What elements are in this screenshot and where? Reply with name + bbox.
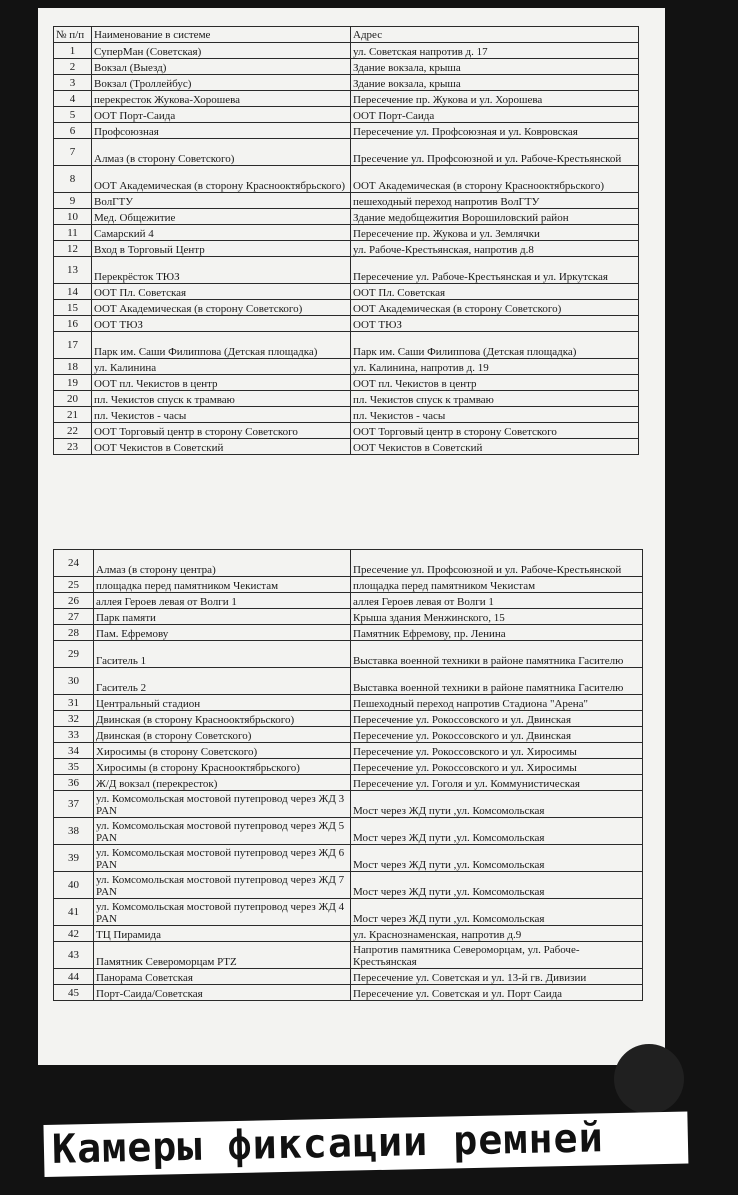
row-number: 40 xyxy=(54,872,94,899)
row-number: 20 xyxy=(54,391,92,407)
row-name: ТЦ Пирамида xyxy=(94,926,351,942)
table-row xyxy=(54,969,643,985)
row-name: площадка перед памятником Чекистам xyxy=(94,577,351,593)
row-number: 39 xyxy=(54,845,94,872)
story-corner-shape xyxy=(614,1044,684,1114)
row-address: Мост через ЖД пути ,ул. Комсомольская xyxy=(351,872,643,899)
table-row xyxy=(54,91,639,107)
table-row xyxy=(54,407,639,423)
row-number: 18 xyxy=(54,359,92,375)
row-address: Выставка военной техники в районе памятника Гасителю xyxy=(351,668,643,695)
table-row xyxy=(54,241,639,257)
row-address: пл. Чекистов спуск к трамваю xyxy=(351,391,639,407)
row-number: 42 xyxy=(54,926,94,942)
row-address: Здание вокзала, крыша xyxy=(351,59,639,75)
table-row xyxy=(54,942,643,969)
row-name: ООТ Порт-Саида xyxy=(92,107,351,123)
row-address: Мост через ЖД пути ,ул. Комсомольская xyxy=(351,899,643,926)
table-row xyxy=(54,727,643,743)
row-name: Гаситель 2 xyxy=(94,668,351,695)
caption-banner xyxy=(43,1112,688,1177)
table-row xyxy=(54,107,639,123)
table-row xyxy=(54,791,643,818)
row-number: 21 xyxy=(54,407,92,423)
row-name: пл. Чекистов - часы xyxy=(92,407,351,423)
row-name: ул. Калинина xyxy=(92,359,351,375)
row-name: Хиросимы (в сторону Краснооктябрьского) xyxy=(94,759,351,775)
table-row xyxy=(54,439,639,455)
row-address: Пересечение ул. Рокоссовского и ул. Двинская xyxy=(351,727,643,743)
table-row xyxy=(54,593,643,609)
row-number: 10 xyxy=(54,209,92,225)
row-address: ул. Советская напротив д. 17 xyxy=(351,43,639,59)
row-number: 26 xyxy=(54,593,94,609)
row-address: Парк им. Саши Филиппова (Детская площадка) xyxy=(351,332,639,359)
row-number: 14 xyxy=(54,284,92,300)
row-address: Здание медобщежития Ворошиловский район xyxy=(351,209,639,225)
row-name: ООТ Академическая (в сторону Краснооктябрьского) xyxy=(92,166,351,193)
row-name: Профсоюзная xyxy=(92,123,351,139)
table-row xyxy=(54,985,643,1001)
table-row xyxy=(54,550,643,577)
table-row xyxy=(54,845,643,872)
row-number: 45 xyxy=(54,985,94,1001)
row-address: ул. Калинина, напротив д. 19 xyxy=(351,359,639,375)
row-name: Гаситель 1 xyxy=(94,641,351,668)
camera-table-part-1 xyxy=(53,26,639,455)
row-name: Самарский 4 xyxy=(92,225,351,241)
row-number: 32 xyxy=(54,711,94,727)
row-address: Пересечение ул. Советская и ул. 13-й гв. Дивизии xyxy=(351,969,643,985)
row-number: 28 xyxy=(54,625,94,641)
row-address: ООТ Чекистов в Советский xyxy=(351,439,639,455)
row-name: Вокзал (Троллейбус) xyxy=(92,75,351,91)
row-number: 8 xyxy=(54,166,92,193)
table-row xyxy=(54,391,639,407)
row-address: ООТ Порт-Саида xyxy=(351,107,639,123)
row-address: Пешеходный переход напротив Стадиона "Арена" xyxy=(351,695,643,711)
table-row xyxy=(54,225,639,241)
row-name: ООТ Академическая (в сторону Советского) xyxy=(92,300,351,316)
row-address: Пересечение пр. Жукова и ул. Землячки xyxy=(351,225,639,241)
row-number: 7 xyxy=(54,139,92,166)
row-name: ООТ Чекистов в Советский xyxy=(92,439,351,455)
table-row xyxy=(54,872,643,899)
row-name: ул. Комсомольская мостовой путепровод через ЖД 3 PAN xyxy=(94,791,351,818)
row-address: Пересечение ул. Профсоюзная и ул. Ковровская xyxy=(351,123,639,139)
row-number: 44 xyxy=(54,969,94,985)
caption-text: Камеры фиксации ремней xyxy=(51,1115,605,1173)
row-number: 22 xyxy=(54,423,92,439)
row-address: ООТ пл. Чекистов в центр xyxy=(351,375,639,391)
row-address: ООТ Пл. Советская xyxy=(351,284,639,300)
row-address: площадка перед памятником Чекистам xyxy=(351,577,643,593)
row-number: 36 xyxy=(54,775,94,791)
table-row xyxy=(54,577,643,593)
row-name: Порт-Саида/Советская xyxy=(94,985,351,1001)
row-name: Мед. Общежитие xyxy=(92,209,351,225)
row-name: ООТ пл. Чекистов в центр xyxy=(92,375,351,391)
row-address: Мост через ЖД пути ,ул. Комсомольская xyxy=(351,818,643,845)
table-row xyxy=(54,641,643,668)
row-address: пешеходный переход напротив ВолГТУ xyxy=(351,193,639,209)
header-num: № п/п xyxy=(54,27,92,43)
row-address: Пересечение ул. Рабоче-Крестьянская и ул. Иркутская xyxy=(351,257,639,284)
table-row xyxy=(54,625,643,641)
row-name: ул. Комсомольская мостовой путепровод через ЖД 7 PAN xyxy=(94,872,351,899)
row-name: Парк памяти xyxy=(94,609,351,625)
row-number: 4 xyxy=(54,91,92,107)
row-name: ООТ ТЮЗ xyxy=(92,316,351,332)
row-address: Пересечение ул. Рокоссовского и ул. Хиросимы xyxy=(351,759,643,775)
table-row xyxy=(54,332,639,359)
row-name: СуперМан (Советская) xyxy=(92,43,351,59)
row-address: Крыша здания Менжинского, 15 xyxy=(351,609,643,625)
table-row xyxy=(54,818,643,845)
row-address: Здание вокзала, крыша xyxy=(351,75,639,91)
table-row xyxy=(54,775,643,791)
row-address: ул. Рабоче-Крестьянская, напротив д.8 xyxy=(351,241,639,257)
table-header-row xyxy=(54,27,639,43)
table-row xyxy=(54,75,639,91)
table-row xyxy=(54,926,643,942)
row-number: 27 xyxy=(54,609,94,625)
table-row xyxy=(54,139,639,166)
row-number: 34 xyxy=(54,743,94,759)
camera-table-part-2 xyxy=(53,549,643,1001)
table-row xyxy=(54,123,639,139)
table-row xyxy=(54,668,643,695)
table-row xyxy=(54,193,639,209)
row-number: 24 xyxy=(54,550,94,577)
row-number: 31 xyxy=(54,695,94,711)
row-address: ООТ Академическая (в сторону Советского) xyxy=(351,300,639,316)
row-address: Пересечение ул. Гоголя и ул. Коммунистическая xyxy=(351,775,643,791)
table-row xyxy=(54,209,639,225)
row-number: 25 xyxy=(54,577,94,593)
row-name: Перекрёсток ТЮЗ xyxy=(92,257,351,284)
row-number: 16 xyxy=(54,316,92,332)
row-name: Алмаз (в сторону Советского) xyxy=(92,139,351,166)
row-number: 43 xyxy=(54,942,94,969)
row-address: Пересечение ул. Советская и ул. Порт Саида xyxy=(351,985,643,1001)
row-number: 19 xyxy=(54,375,92,391)
row-number: 23 xyxy=(54,439,92,455)
table-row xyxy=(54,359,639,375)
row-number: 13 xyxy=(54,257,92,284)
row-name: Двинская (в сторону Советского) xyxy=(94,727,351,743)
row-number: 15 xyxy=(54,300,92,316)
row-name: Памятник Североморцам PTZ xyxy=(94,942,351,969)
row-number: 3 xyxy=(54,75,92,91)
table-row xyxy=(54,899,643,926)
row-address: ул. Краснознаменская, напротив д.9 xyxy=(351,926,643,942)
table-row xyxy=(54,695,643,711)
table-row xyxy=(54,375,639,391)
table-row xyxy=(54,257,639,284)
table-row xyxy=(54,743,643,759)
row-address: Пресечение ул. Профсоюзной и ул. Рабоче-Крестьянской xyxy=(351,139,639,166)
row-address: ООТ Академическая (в сторону Краснооктябрьского) xyxy=(351,166,639,193)
row-name: аллея Героев левая от Волги 1 xyxy=(94,593,351,609)
row-name: ул. Комсомольская мостовой путепровод через ЖД 5 PAN xyxy=(94,818,351,845)
table-row xyxy=(54,423,639,439)
row-address: Памятник Ефремову, пр. Ленина xyxy=(351,625,643,641)
table-row xyxy=(54,300,639,316)
row-name: Пам. Ефремову xyxy=(94,625,351,641)
row-number: 38 xyxy=(54,818,94,845)
table-row xyxy=(54,43,639,59)
row-name: Вход в Торговый Центр xyxy=(92,241,351,257)
row-number: 9 xyxy=(54,193,92,209)
row-number: 5 xyxy=(54,107,92,123)
row-number: 12 xyxy=(54,241,92,257)
row-name: Парк им. Саши Филиппова (Детская площадка) xyxy=(92,332,351,359)
row-name: ул. Комсомольская мостовой путепровод через ЖД 4 PAN xyxy=(94,899,351,926)
row-address: Пересечение пр. Жукова и ул. Хорошева xyxy=(351,91,639,107)
row-address: аллея Героев левая от Волги 1 xyxy=(351,593,643,609)
row-address: Мост через ЖД пути ,ул. Комсомольская xyxy=(351,791,643,818)
row-number: 17 xyxy=(54,332,92,359)
table-row xyxy=(54,166,639,193)
row-address: Напротив памятника Североморцам, ул. Рабоче-Крестьянская xyxy=(351,942,643,969)
table-row xyxy=(54,609,643,625)
table-row xyxy=(54,711,643,727)
row-name: Двинская (в сторону Краснооктябрьского) xyxy=(94,711,351,727)
row-name: Вокзал (Выезд) xyxy=(92,59,351,75)
row-number: 11 xyxy=(54,225,92,241)
row-address: ООТ Торговый центр в сторону Советского xyxy=(351,423,639,439)
row-address: Выставка военной техники в районе памятника Гасителю xyxy=(351,641,643,668)
row-number: 29 xyxy=(54,641,94,668)
row-name: ул. Комсомольская мостовой путепровод через ЖД 6 PAN xyxy=(94,845,351,872)
row-name: перекресток Жукова-Хорошева xyxy=(92,91,351,107)
row-address: ООТ ТЮЗ xyxy=(351,316,639,332)
row-address: Пресечение ул. Профсоюзной и ул. Рабоче-Крестьянской xyxy=(351,550,643,577)
row-name: Хиросимы (в сторону Советского) xyxy=(94,743,351,759)
row-name: Панорама Советская xyxy=(94,969,351,985)
row-name: ВолГТУ xyxy=(92,193,351,209)
row-name: пл. Чекистов спуск к трамваю xyxy=(92,391,351,407)
row-name: Ж/Д вокзал (перекресток) xyxy=(94,775,351,791)
row-address: пл. Чекистов - часы xyxy=(351,407,639,423)
table-row xyxy=(54,759,643,775)
row-name: Центральный стадион xyxy=(94,695,351,711)
header-address: Адрес xyxy=(351,27,639,43)
row-name: Алмаз (в сторону центра) xyxy=(94,550,351,577)
row-number: 1 xyxy=(54,43,92,59)
row-number: 41 xyxy=(54,899,94,926)
row-address: Мост через ЖД пути ,ул. Комсомольская xyxy=(351,845,643,872)
row-number: 37 xyxy=(54,791,94,818)
row-number: 35 xyxy=(54,759,94,775)
row-number: 6 xyxy=(54,123,92,139)
row-number: 33 xyxy=(54,727,94,743)
row-name: ООТ Торговый центр в сторону Советского xyxy=(92,423,351,439)
table-row xyxy=(54,59,639,75)
header-name: Наименование в системе xyxy=(92,27,351,43)
row-address: Пересечение ул. Рокоссовского и ул. Двинская xyxy=(351,711,643,727)
table-row xyxy=(54,316,639,332)
row-number: 2 xyxy=(54,59,92,75)
table-row xyxy=(54,284,639,300)
row-address: Пересечение ул. Рокоссовского и ул. Хиросимы xyxy=(351,743,643,759)
row-number: 30 xyxy=(54,668,94,695)
row-name: ООТ Пл. Советская xyxy=(92,284,351,300)
